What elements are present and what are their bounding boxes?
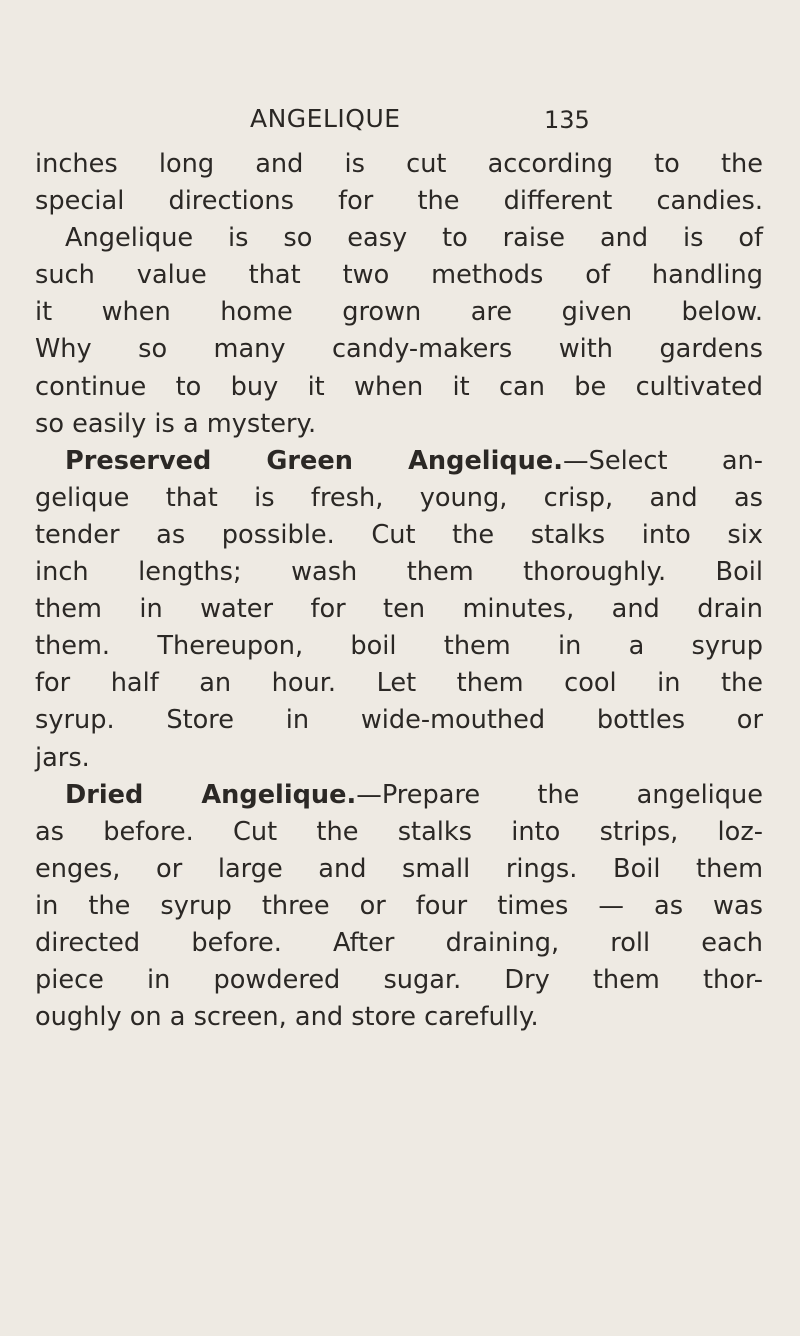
text-line: them. Thereupon, boil them in a syrup bbox=[35, 631, 763, 662]
body-text bbox=[35, 146, 763, 1036]
paragraph-start-line: Angelique is so easy to raise and is of bbox=[65, 223, 763, 254]
text-line: for half an hour. Let them cool in the bbox=[35, 668, 763, 699]
text-line: inch lengths; wash them thoroughly. Boil bbox=[35, 557, 763, 588]
recipe-heading-line: Preserved Green Angelique.—Select an- bbox=[65, 445, 764, 476]
text-line: them in water for ten minutes, and drain bbox=[35, 594, 763, 625]
text-line: such value that two methods of handling bbox=[35, 260, 763, 291]
text-line: continue to buy it when it can be cultivated bbox=[35, 371, 763, 402]
text-line: so easily is a mystery. bbox=[35, 408, 317, 439]
recipe-heading-line: Dried Angelique.—Prepare the angelique bbox=[65, 779, 763, 810]
recipe-heading: Dried Angelique. bbox=[65, 779, 357, 810]
text-line: syrup. Store in wide-mouthed bottles or bbox=[35, 705, 763, 736]
text-line: jars. bbox=[35, 742, 90, 773]
recipe-heading: Preserved Green Angelique. bbox=[65, 445, 563, 476]
text-line: gelique that is fresh, young, crisp, and as bbox=[35, 482, 763, 513]
text-line: special directions for the different candies. bbox=[35, 186, 763, 217]
text-line: oughly on a screen, and store carefully. bbox=[35, 1002, 539, 1033]
text-line: as before. Cut the stalks into strips, loz- bbox=[35, 816, 763, 847]
text-line: tender as possible. Cut the stalks into six bbox=[35, 519, 763, 550]
text-line: piece in powdered sugar. Dry them thor- bbox=[35, 965, 763, 996]
text-line: Why so many candy-makers with gardens bbox=[35, 334, 763, 365]
page-number: 135 bbox=[544, 106, 590, 134]
text-line: it when home grown are given below. bbox=[35, 297, 763, 328]
text-line: directed before. After draining, roll each bbox=[35, 927, 763, 958]
text-line: enges, or large and small rings. Boil them bbox=[35, 853, 763, 884]
running-head bbox=[0, 104, 800, 144]
text-line: inches long and is cut according to the bbox=[35, 149, 763, 179]
running-title: ANGELIQUE bbox=[250, 104, 401, 133]
text-line: in the syrup three or four times — as was bbox=[35, 890, 763, 921]
